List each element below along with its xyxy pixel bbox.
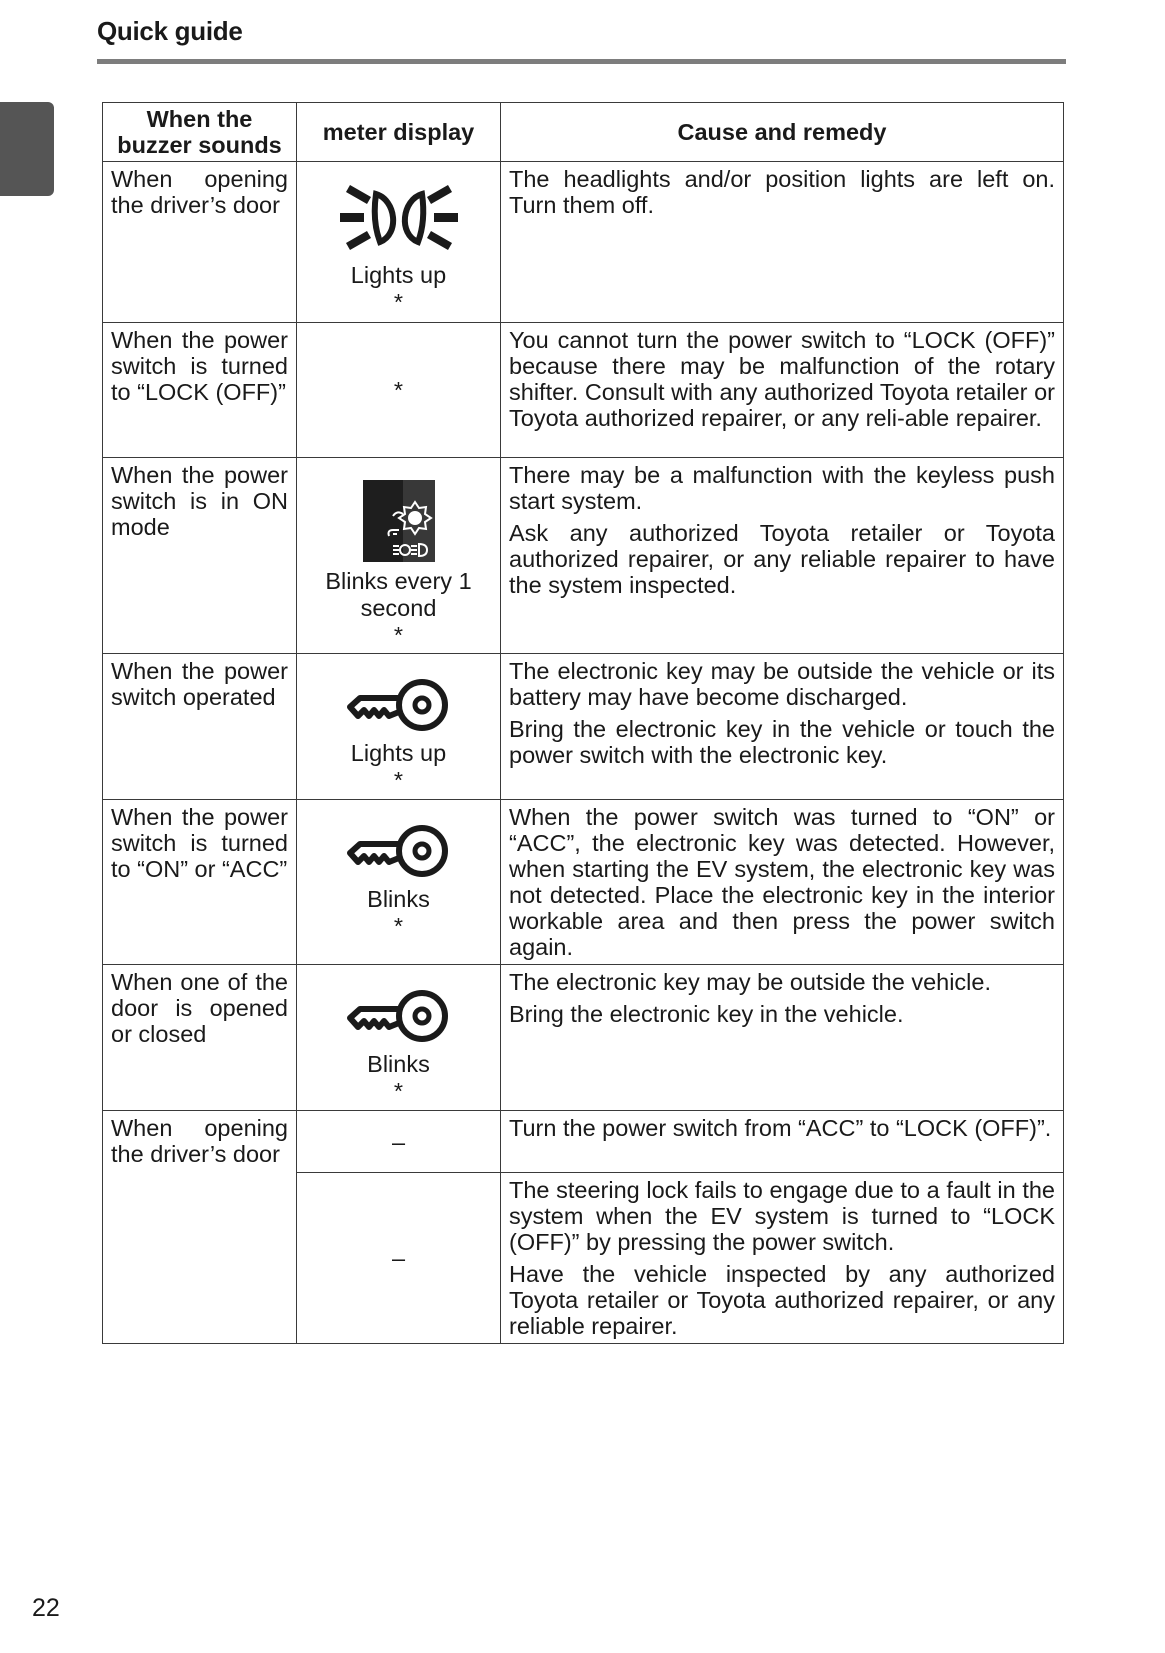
footnote-asterisk: * (393, 622, 404, 648)
table-row (103, 162, 1064, 323)
meter-display-cell (297, 162, 501, 323)
footnote-asterisk: * (393, 376, 404, 403)
meter-status-label: Lights up (350, 262, 447, 288)
buzzer-condition: When opening the driver’s door (103, 1111, 297, 1344)
no-display-dash: – (391, 1128, 406, 1155)
buzzer-condition: When opening the driver’s door (103, 162, 297, 323)
cause-remedy-cell (501, 1111, 1064, 1173)
table-row (103, 1111, 1064, 1173)
cause-remedy-cell (501, 1173, 1064, 1344)
meter-display-cell (297, 458, 501, 654)
footnote-asterisk: * (393, 289, 404, 315)
column-header-meter: meter display (297, 103, 501, 162)
table-row (103, 458, 1064, 654)
buzzer-condition: When the power switch is in ON mode (103, 458, 297, 654)
page-title: Quick guide (97, 16, 243, 46)
meter-status-label: Lights up (350, 740, 447, 766)
buzzer-condition: When the power switch is turned to “ON” or “ACC” (103, 800, 297, 965)
headlight-icon (336, 180, 462, 256)
cause-text: You cannot turn the power switch to “LOCK (OFF)” because there may be malfunction of the rotary shifter. Consult with any authorized Toyota retailer or Toyota authorized repairer, or any reli-able repairer. (509, 327, 1055, 431)
meter-status-label: Blinks (367, 886, 430, 912)
meter-display-cell (297, 800, 501, 965)
column-header-cause: Cause and remedy (501, 103, 1064, 162)
buzzer-condition: When the power switch operated (103, 654, 297, 800)
table-row (103, 654, 1064, 800)
remedy-text: Ask any authorized Toyota retailer or Toyota authorized repairer, or any reliable repairer to have the system inspected. (509, 520, 1055, 598)
cause-remedy-cell (501, 965, 1064, 1111)
cause-text: The electronic key may be outside the vehicle. (509, 969, 992, 995)
key-icon (346, 987, 452, 1045)
remedy-text: Bring the electronic key in the vehicle. (509, 1001, 904, 1027)
table-row (103, 965, 1064, 1111)
column-header-buzzer: When the buzzer sounds (103, 103, 297, 162)
cause-text: The steering lock fails to engage due to a fault in the system when the EV system is turned to “LOCK (OFF)” by pressing the power switch. (509, 1177, 1055, 1255)
meter-display-cell (297, 965, 501, 1111)
table-row (103, 323, 1064, 458)
meter-display-cell (297, 1111, 501, 1173)
no-display-dash: – (391, 1245, 406, 1271)
meter-display-cell (297, 654, 501, 800)
cause-text: The electronic key may be outside the vehicle or its battery may have become discharged. (509, 658, 1055, 710)
title-divider (97, 59, 1066, 64)
section-tab-marker (0, 102, 54, 196)
footnote-asterisk: * (393, 913, 404, 939)
cause-remedy-cell (501, 323, 1064, 458)
meter-display-cell (297, 323, 501, 458)
cause-text: The headlights and/or position lights are left on. Turn them off. (509, 166, 1055, 218)
buzzer-guide-table (102, 102, 1064, 1344)
remedy-text: Have the vehicle inspected by any authorized Toyota retailer or Toyota authorized repairer, or any reliable repairer. (509, 1261, 1055, 1339)
cause-text: There may be a malfunction with the keyless push start system. (509, 462, 1055, 514)
key-icon (346, 822, 452, 880)
cause-text: Turn the power switch from “ACC” to “LOCK (OFF)”. (509, 1115, 1052, 1141)
footnote-asterisk: * (393, 767, 404, 793)
cause-remedy-cell (501, 162, 1064, 323)
key-icon (346, 676, 452, 734)
meter-status-label: Blinks (367, 1051, 430, 1077)
table-header-row (103, 103, 1064, 162)
cause-text: When the power switch was turned to “ON” or “ACC”, the electronic key was detected. However, when starting the EV system, the electronic key was not detected. Place the electronic key in the interior workable area and then press the power switch again. (509, 804, 1055, 960)
remedy-text: Bring the electronic key in the vehicle or touch the power switch with the electronic key. (509, 716, 1055, 768)
footnote-asterisk: * (393, 1078, 404, 1104)
cause-remedy-cell (501, 458, 1064, 654)
buzzer-condition: When one of the door is opened or closed (103, 965, 297, 1111)
cause-remedy-cell (501, 654, 1064, 800)
table-row (103, 800, 1064, 965)
meter-display-cell (297, 1173, 501, 1344)
page-number: 22 (32, 1594, 60, 1622)
meter-status-label: Blinks every 1 second (325, 568, 472, 621)
cause-remedy-cell (501, 800, 1064, 965)
buzzer-condition: When the power switch is turned to “LOCK (OFF)” (103, 323, 297, 458)
master-warning-display-icon (363, 480, 435, 562)
